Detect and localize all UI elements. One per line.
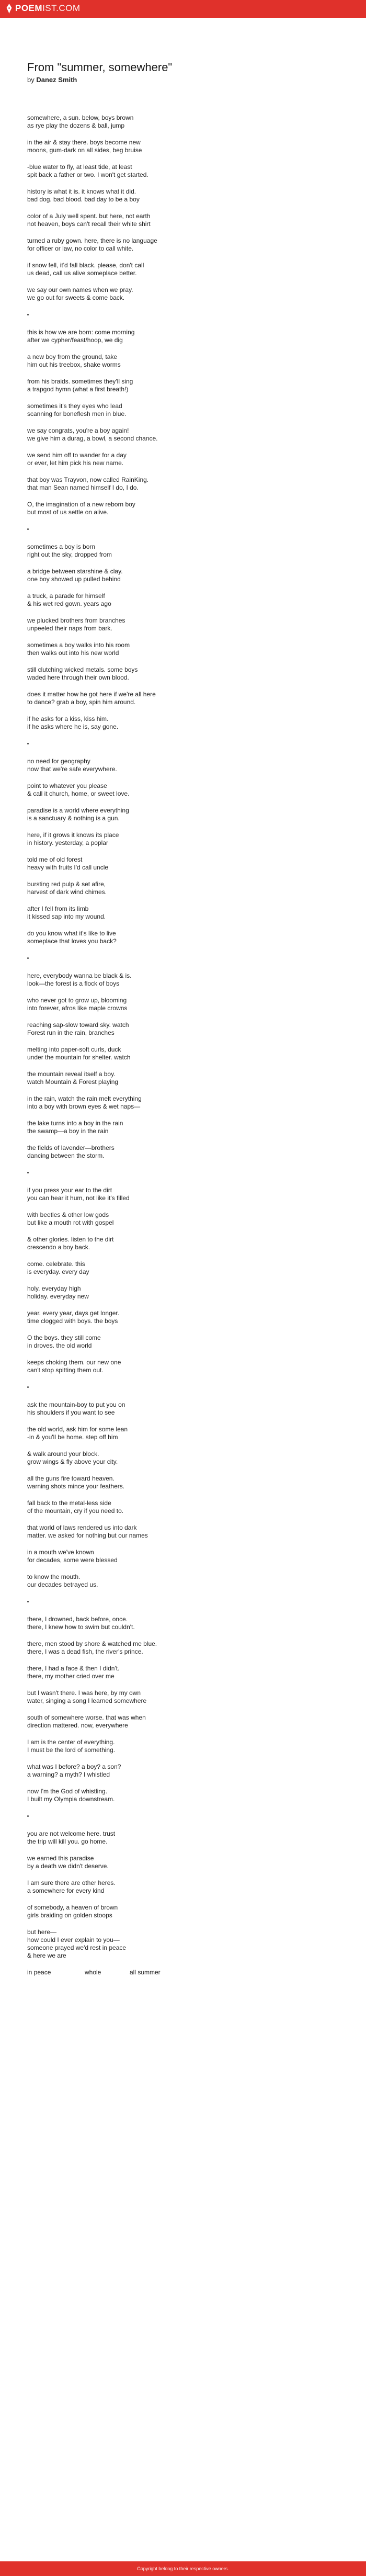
poem-line: by a death we didn't deserve.: [27, 1862, 109, 1870]
poem-line: a somewhere for every kind: [27, 1887, 105, 1894]
poem-line: sometimes a boy is born: [27, 543, 96, 550]
poem-line: a bridge between starshine & clay.: [27, 568, 123, 575]
poem-line: with beetles & other low gods: [27, 1211, 109, 1218]
poem-line: I am is the center of everything.: [27, 1738, 115, 1746]
stanza: [27, 1879, 226, 1895]
poem-line: but here—: [27, 1928, 57, 1936]
poem-line: then walks out into his new world: [27, 649, 119, 657]
poem-line: -in & you'll be home. step off him: [27, 1433, 118, 1441]
poem-line: but like a mouth rot with gospel: [27, 1219, 114, 1226]
poem-line: is a sanctuary & nothing is a gun.: [27, 815, 120, 822]
poem-line: to know the mouth.: [27, 1573, 81, 1580]
poem-line: we plucked brothers from branches: [27, 617, 125, 624]
stanza: [27, 1524, 226, 1540]
top-bar: [0, 0, 366, 18]
poem-line: that world of laws rendered us into dark: [27, 1524, 137, 1531]
poem-line: here, if it grows it knows its place: [27, 831, 119, 839]
poem-line: O, the imagination of a new reborn boy: [27, 501, 135, 508]
stanza: [27, 807, 226, 822]
poem-line: ask the mountain-boy to put you on: [27, 1401, 125, 1408]
poem-line: I built my Olympia downstream.: [27, 1795, 115, 1803]
stanza: [27, 1021, 226, 1037]
poem-line: us dead, call us alive someplace better.: [27, 269, 137, 277]
poem-line: matter. we asked for nothing but our names: [27, 1532, 148, 1539]
poem-line: that man Sean named himself I do, I do.: [27, 484, 139, 491]
poem-line: no need for geography: [27, 758, 90, 765]
poem-line: our decades betrayed us.: [27, 1581, 98, 1588]
poem-line: the fields of lavender—brothers: [27, 1144, 115, 1151]
stanza: [27, 715, 226, 731]
poem-line: fall back to the metal-less side: [27, 1499, 111, 1507]
poem-line: his shoulders if you want to see: [27, 1409, 115, 1416]
poem-line: we earned this paradise: [27, 1855, 94, 1862]
poem-line: moons, gum-dark on all sides, beg bruise: [27, 146, 142, 154]
poem-line: here, everybody wanna be black & is.: [27, 972, 132, 979]
poem-line: in the rain, watch the rain melt everything: [27, 1095, 142, 1102]
poem-line: dancing between the storm.: [27, 1152, 105, 1159]
poem-line: look—the forest is a flock of boys: [27, 980, 120, 987]
final-line: [27, 1969, 226, 1976]
stanza: [27, 1070, 226, 1086]
stanza: [27, 1401, 226, 1417]
stanza: [27, 237, 226, 253]
poem-line: you can hear it hum, not like it's filled: [27, 1194, 130, 1202]
stanza: [27, 997, 226, 1012]
stanza: [27, 262, 226, 277]
poem-line: we send him off to wander for a day: [27, 451, 127, 459]
poem-line: girls braiding on golden stoops: [27, 1912, 112, 1919]
poem-line: under the mountain for shelter. watch: [27, 1054, 131, 1061]
stanza: [27, 617, 226, 632]
poem-line: -blue water to fly, at least tide, at least: [27, 163, 132, 171]
poem-line: a truck, a parade for himself: [27, 592, 105, 600]
stanza: [27, 1359, 226, 1374]
poem-line: history is what it is. it knows what it did.: [27, 188, 136, 195]
poem-line: not heaven, boys can't recall their white shirt: [27, 220, 151, 228]
poem-line: the mountain reveal itself a boy.: [27, 1070, 116, 1078]
poem-line: what was I before? a boy? a son?: [27, 1763, 121, 1770]
poem-author[interactable]: Danez Smith: [36, 76, 77, 84]
poem-line: told me of old forest: [27, 856, 83, 863]
final-word: whole: [85, 1969, 101, 1976]
poem-line: watch Mountain & Forest playing: [27, 1078, 119, 1086]
poem-line: the swamp—a boy in the rain: [27, 1127, 109, 1135]
stanza: [27, 592, 226, 608]
poem-line: turned a ruby gown. here, there is no language: [27, 237, 157, 244]
poem-line: who never got to grow up, blooming: [27, 997, 127, 1004]
stanza: [27, 427, 226, 443]
poem-line: O the boys. they still come: [27, 1334, 101, 1341]
stanza: [27, 188, 226, 204]
stanza: [27, 476, 226, 492]
stanza: [27, 856, 226, 872]
poem-line: crescendo a boy back.: [27, 1244, 90, 1251]
stanza: [27, 1187, 226, 1202]
stanza: [27, 1615, 226, 1631]
poem-line: holiday. everyday new: [27, 1293, 89, 1300]
pen-nib-icon: [6, 4, 12, 14]
stanza: [27, 501, 226, 516]
poem-line: heavy with fruits I'd call uncle: [27, 864, 109, 871]
poem-line: or ever, let him pick his new name.: [27, 459, 124, 467]
poem-line: south of somewhere worse. that was when: [27, 1714, 146, 1721]
poem-line: in the air & stay there. boys become new: [27, 139, 141, 146]
poem-line: from his braids. sometimes they'll sing: [27, 378, 133, 385]
stanza: [27, 1334, 226, 1350]
poem-line: I am sure there are other heres.: [27, 1879, 116, 1886]
poem-line: Forest run in the rain, branches: [27, 1029, 115, 1036]
stanza: [27, 1855, 226, 1870]
stanza: [27, 451, 226, 467]
poem-line: sometimes it's they eyes who lead: [27, 402, 122, 410]
stanza: [27, 1046, 226, 1061]
poem-line: grow wings & fly above your city.: [27, 1458, 118, 1465]
poem-line: & call it church, home, or sweet love.: [27, 790, 130, 797]
stanza: [27, 1763, 226, 1779]
poem-line: if you press your ear to the dirt: [27, 1187, 112, 1194]
poem-line: you are not welcome here. trust: [27, 1830, 116, 1837]
poem-line: harvest of dark wind chimes.: [27, 888, 107, 896]
brand-name: POEMIST.COM: [15, 3, 81, 13]
stanza: [27, 1665, 226, 1680]
poem-line: all the guns fire toward heaven.: [27, 1475, 115, 1482]
poem-line: after I fell from its limb: [27, 905, 89, 912]
poem-line: we say congrats, you're a boy again!: [27, 427, 129, 434]
stanza: [27, 1285, 226, 1301]
poem-line: now I'm the God of whistling.: [27, 1788, 108, 1795]
poem-line: come. celebrate. this: [27, 1260, 85, 1268]
poem-line: in history. yesterday, a poplar: [27, 839, 108, 846]
poem-line: of the mountain, cry if you need to.: [27, 1507, 124, 1515]
stanza: [27, 139, 226, 154]
poem-line: but most of us settle on alive.: [27, 509, 109, 516]
poem-line: someone prayed we'd rest in peace: [27, 1944, 127, 1951]
poem-line: there, I was a dead fish, the river's prince.: [27, 1648, 143, 1655]
stanza: [27, 641, 226, 657]
stanza: [27, 1689, 226, 1705]
stanza: [27, 930, 226, 945]
stanza: [27, 1450, 226, 1466]
stanza: [27, 402, 226, 418]
stanza: [27, 1426, 226, 1441]
poem-line: one boy showed up pulled behind: [27, 575, 121, 583]
poem-line: there, I had a face & then I didn't.: [27, 1665, 120, 1672]
poem-line: still clutching wicked metals. some boys: [27, 666, 138, 673]
poem-line: the lake turns into a boy in the rain: [27, 1120, 123, 1127]
copyright-notice: Copyright belong to their respective owners.: [137, 2566, 229, 2571]
site-logo[interactable]: [6, 3, 81, 14]
poem-line: we give him a durag, a bowl, a second chance.: [27, 435, 158, 442]
stanza: [27, 1095, 226, 1111]
poem-line: there, I knew how to swim but couldn't.: [27, 1623, 135, 1631]
stanza: [27, 378, 226, 393]
section-break: [27, 954, 226, 963]
by-label: by: [27, 76, 35, 84]
poem-line: for decades, some were blessed: [27, 1556, 118, 1564]
stanza: [27, 1475, 226, 1490]
stanza: [27, 286, 226, 302]
poem-line: for officer or law, no color to call white.: [27, 245, 134, 252]
footer-bar: [0, 2561, 366, 2576]
poem-line: right out the sky, dropped from: [27, 551, 112, 558]
stanza: [27, 1788, 226, 1803]
poem-line: & his wet red gown. years ago: [27, 600, 111, 607]
poem-line: if he asks where he is, say gone.: [27, 723, 119, 730]
stanza: [27, 972, 226, 988]
poem-line: a warning? a myth? I whistled: [27, 1771, 110, 1778]
poem-line: the old world, ask him for some lean: [27, 1426, 128, 1433]
stanza: [27, 543, 226, 559]
final-word: in peace: [27, 1969, 51, 1976]
stanza: [27, 163, 226, 179]
poem-line: keeps choking them. our new one: [27, 1359, 121, 1366]
section-break: [27, 1598, 226, 1607]
poem-line: somewhere, a sun. below, boys brown: [27, 114, 134, 121]
section-break: [27, 525, 226, 534]
stanza: [27, 831, 226, 847]
poem-line: this is how we are born: come morning: [27, 329, 135, 336]
section-break: [27, 1383, 226, 1392]
stanza: [27, 1830, 226, 1846]
poem-line: we say our own names when we pray.: [27, 286, 133, 293]
poem-line: can't stop spitting them out.: [27, 1366, 104, 1374]
poem-line: sometimes a boy walks into his room: [27, 641, 130, 649]
stanza: [27, 1144, 226, 1160]
stanza: [27, 1236, 226, 1251]
stanza: [27, 568, 226, 583]
poem-line: in droves. the old world: [27, 1342, 92, 1349]
poem-line: & other glories. listen to the dirt: [27, 1236, 114, 1243]
stanza: [27, 1499, 226, 1515]
stanza: [27, 880, 226, 896]
poem-line: of somebody, a heaven of brown: [27, 1904, 118, 1911]
stanza: [27, 1573, 226, 1589]
poem-line: spit back a father or two. I won't get started.: [27, 171, 148, 178]
stanza: [27, 1714, 226, 1730]
stanza: [27, 1738, 226, 1754]
section-break: [27, 1169, 226, 1178]
stanza: [27, 905, 226, 921]
poem-line: melting into paper-soft curls, duck: [27, 1046, 121, 1053]
stanza: [27, 1549, 226, 1564]
poem-line: I must be the lord of something.: [27, 1746, 116, 1754]
poem-line: a new boy from the ground, take: [27, 353, 118, 360]
poem-body: [27, 114, 226, 1976]
section-break: [27, 1812, 226, 1821]
poem-line: waded here through their own blood.: [27, 674, 129, 681]
poem-byline: [27, 76, 77, 84]
poem-line: in a mouth we've known: [27, 1549, 94, 1556]
stanza: [27, 353, 226, 369]
stanza: [27, 212, 226, 228]
poem-line: into forever, afros like maple crowns: [27, 1004, 128, 1012]
poem-line: does it matter how he got here if we're all here: [27, 691, 156, 698]
poem-line: & here we are: [27, 1952, 66, 1959]
poem-line: & walk around your block.: [27, 1450, 99, 1458]
poem-line: we go out for sweets & come back.: [27, 294, 125, 301]
poem-line: bursting red pulp & set afire,: [27, 880, 106, 888]
stanza: [27, 1904, 226, 1919]
poem-line: to dance? grab a boy, spin him around.: [27, 698, 136, 706]
stanza: [27, 758, 226, 773]
poem-line: if snow fell, it'd fall black. please, don't call: [27, 262, 144, 269]
poem-line: scanning for boneflesh men in blue.: [27, 410, 127, 417]
poem-line: after we cypher/feast/hoop, we dig: [27, 336, 123, 344]
stanza: [27, 1640, 226, 1656]
poem-line: holy. everyday high: [27, 1285, 81, 1292]
poem-line: there, my mother cried over me: [27, 1673, 115, 1680]
poem-line: water, singing a song I learned somewhere: [27, 1697, 147, 1704]
section-break: [27, 740, 226, 749]
stanza: [27, 1120, 226, 1135]
poem-title: From "summer, somewhere": [27, 61, 173, 74]
final-word: all summer: [130, 1969, 161, 1976]
poem-line: direction mattered. now, everywhere: [27, 1722, 128, 1729]
poem-line: time clogged with boys. the boys: [27, 1317, 118, 1325]
poem-line: there, I drowned, back before, once.: [27, 1615, 128, 1623]
poem-line: is everyday. every day: [27, 1268, 89, 1275]
poem-line: him out his treebox, shake worms: [27, 361, 121, 368]
stanza: [27, 666, 226, 682]
poem-line: point to whatever you please: [27, 782, 107, 789]
stanza: [27, 1928, 226, 1960]
stanza: [27, 114, 226, 130]
stanza: [27, 1309, 226, 1325]
poem-line: now that we're safe everywhere.: [27, 765, 117, 773]
poem-line: paradise is a world where everything: [27, 807, 129, 814]
poem-line: bad dog. bad blood. bad day to be a boy: [27, 196, 140, 203]
stanza: [27, 329, 226, 344]
poem-line: how could I ever explain to you—: [27, 1936, 120, 1944]
stanza: [27, 691, 226, 706]
poem-line: that boy was Trayvon, now called RainKing.: [27, 476, 149, 483]
poem-line: there, men stood by shore & watched me blue.: [27, 1640, 157, 1647]
poem-line: it kissed sap into my wound.: [27, 913, 106, 920]
poem-line: a trapgod hymn (what a first breath!): [27, 386, 129, 393]
poem-line: into a boy with brown eyes & wet naps—: [27, 1103, 141, 1110]
poem-line: year. every year, days get longer.: [27, 1309, 120, 1317]
poem-line: but I wasn't there. I was here, by my own: [27, 1689, 141, 1697]
poem-line: unpeeled their naps from bark.: [27, 625, 112, 632]
poem-line: the trip will kill you. go home.: [27, 1838, 108, 1845]
poem-line: someplace that loves you back?: [27, 937, 117, 945]
poem-line: color of a July well spent. but here, not earth: [27, 212, 151, 220]
section-break: [27, 311, 226, 320]
poem-line: as rye play the dozens & ball, jump: [27, 122, 125, 129]
poem-line: do you know what it's like to live: [27, 930, 116, 937]
stanza: [27, 1211, 226, 1227]
poem-line: if he asks for a kiss, kiss him.: [27, 715, 109, 722]
stanza: [27, 1260, 226, 1276]
poem-line: reaching sap-slow toward sky. watch: [27, 1021, 129, 1029]
poem-line: warning shots mince your feathers.: [27, 1483, 125, 1490]
stanza: [27, 782, 226, 798]
